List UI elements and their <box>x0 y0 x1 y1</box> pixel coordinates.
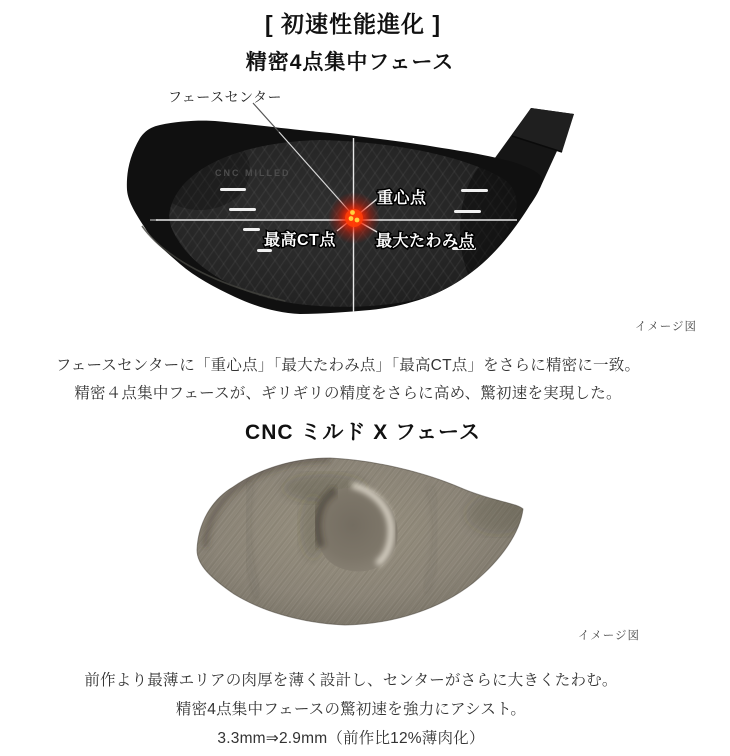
main-title: [ 初速性能進化 ] <box>264 11 442 37</box>
face-plate <box>197 458 530 625</box>
cnc-milled-engraving: CNC MILLED <box>215 168 291 178</box>
label-max-flex-point: 最大たわみ点 <box>376 233 476 250</box>
sweet-spot-dot <box>355 218 360 223</box>
paragraph-line: 精密４点集中フェースが、ギリギリの精度をさらに高め、驚初速を実現した。 <box>74 385 622 402</box>
paragraph-line: 前作より最薄エリアの肉厚を薄く設計し、センターがさらに大きくたわむ。 <box>84 672 618 689</box>
section1-subtitle: 精密4点集中フェース <box>245 51 455 74</box>
face-center-pointer-label: フェースセンター <box>168 89 283 105</box>
label-gravity-point: 重心点 <box>377 190 427 207</box>
sweet-spot-dot <box>350 210 355 215</box>
section2-paragraph <box>0 666 702 753</box>
figure2-caption: イメージ図 <box>577 630 640 642</box>
paragraph-line: 3.3mm⇒2.9mm（前作比12%薄肉化） <box>217 730 485 747</box>
figure1-caption: イメージ図 <box>634 321 697 333</box>
paragraph-line: フェースセンターに「重心点」「最大たわみ点」「最高CT点」をさらに精密に一致。 <box>55 357 641 374</box>
section1-paragraph <box>0 352 696 408</box>
face-plate-illustration <box>0 452 730 637</box>
sweet-spot-dot <box>349 216 354 221</box>
label-max-ct-point: 最高CT点 <box>264 232 336 249</box>
section2-title: CNC ミルド X フェース <box>245 421 481 444</box>
paragraph-line: 精密4点集中フェースの驚初速を強力にアシスト。 <box>175 701 527 718</box>
driver-head-illustration <box>0 80 730 340</box>
